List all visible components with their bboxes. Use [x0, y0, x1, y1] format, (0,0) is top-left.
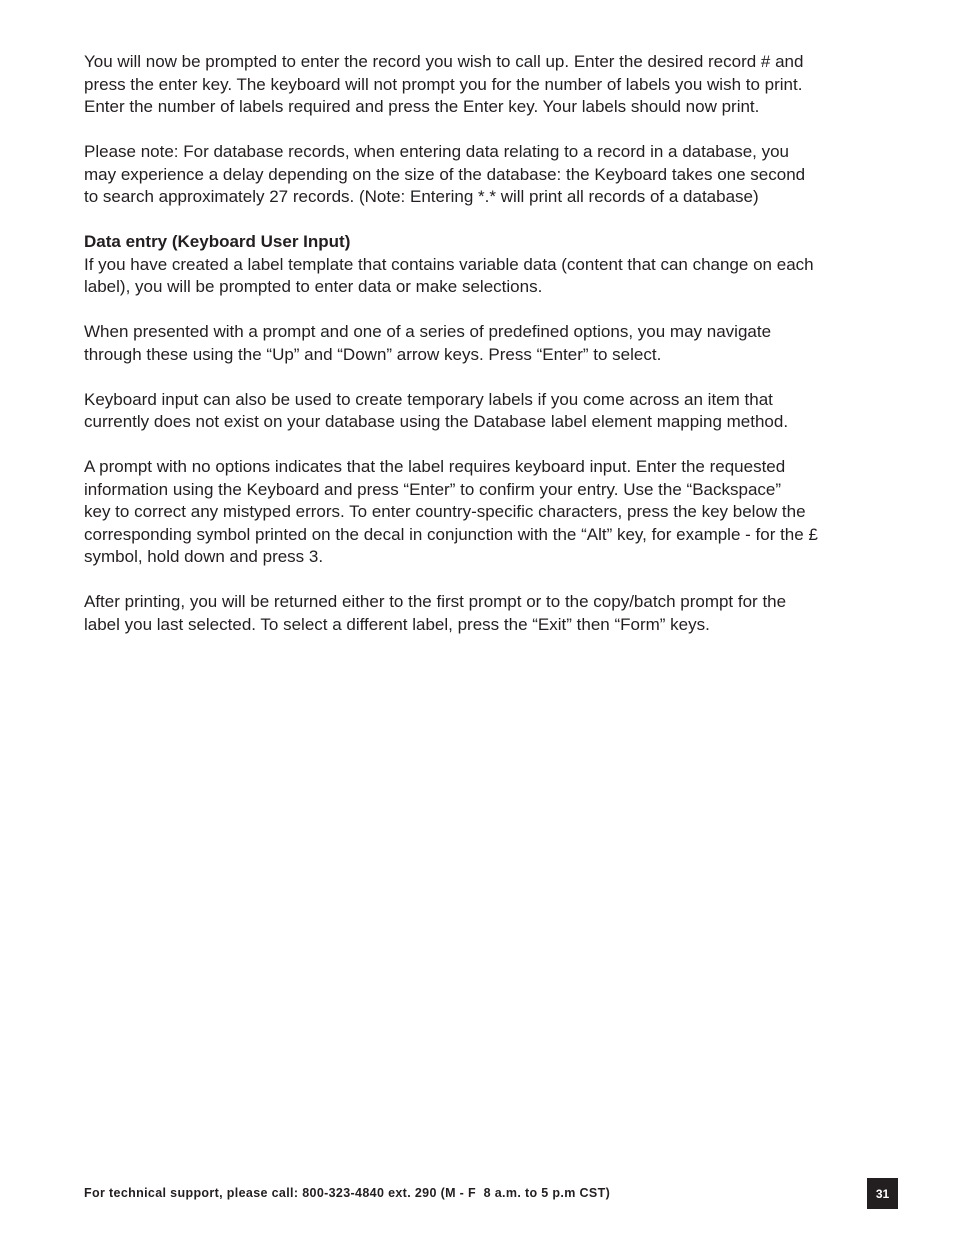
page-number-badge: 31: [867, 1178, 898, 1209]
paragraph-temporary-labels: Keyboard input can also be used to create temporary labels if you come across an item that currently does not exist on your database using the Database label element mapping method.: [84, 389, 789, 431]
paragraph-keyboard-input: A prompt with no options indicates that the label requires keyboard input. Enter the requested information using the Keyboard and press “Enter” to confirm your entry. Use the “Backspace” key to correct any mistyped errors. To enter country-specific characters, press the key below the corresponding symbol printed on the decal in conjunction with the “Alt” key, for example - for the £ symbol, hold down and press 3.: [84, 457, 818, 566]
paragraph-after-printing: After printing, you will be returned either to the first prompt or to the copy/batch prompt for the label you last selected. To select a different label, press the “Exit” then “Form” keys.: [84, 592, 787, 634]
paragraph-database-note: Please note: For database records, when entering data relating to a record in a database, you may experience a delay depending on the size of the database: the Keyboard takes one second to search approximately 27 records. (Note: Entering *.* will print all records of a database): [84, 142, 806, 206]
page-body: [84, 51, 899, 659]
paragraph-record-prompt: You will now be prompted to enter the record you wish to call up. Enter the desired record # and press the enter key. The keyboard will not prompt you for the number of labels you wish to print. Enter the number of labels required and press the Enter key. Your labels should now print.: [84, 52, 804, 116]
paragraph-predefined-options: When presented with a prompt and one of a series of predefined options, you may navigate through these using the “Up” and “Down” arrow keys. Press “Enter” to select.: [84, 322, 772, 364]
footer-support-text: For technical support, please call: 800-323-4840 ext. 290 (M - F 8 a.m. to 5 p.m CST): [84, 1186, 611, 1200]
paragraph-variable-data: If you have created a label template that contains variable data (content that can change on each label), you will be prompted to enter data or make selections.: [84, 254, 814, 296]
section-heading-data-entry: Data entry (Keyboard User Input): [84, 232, 351, 251]
